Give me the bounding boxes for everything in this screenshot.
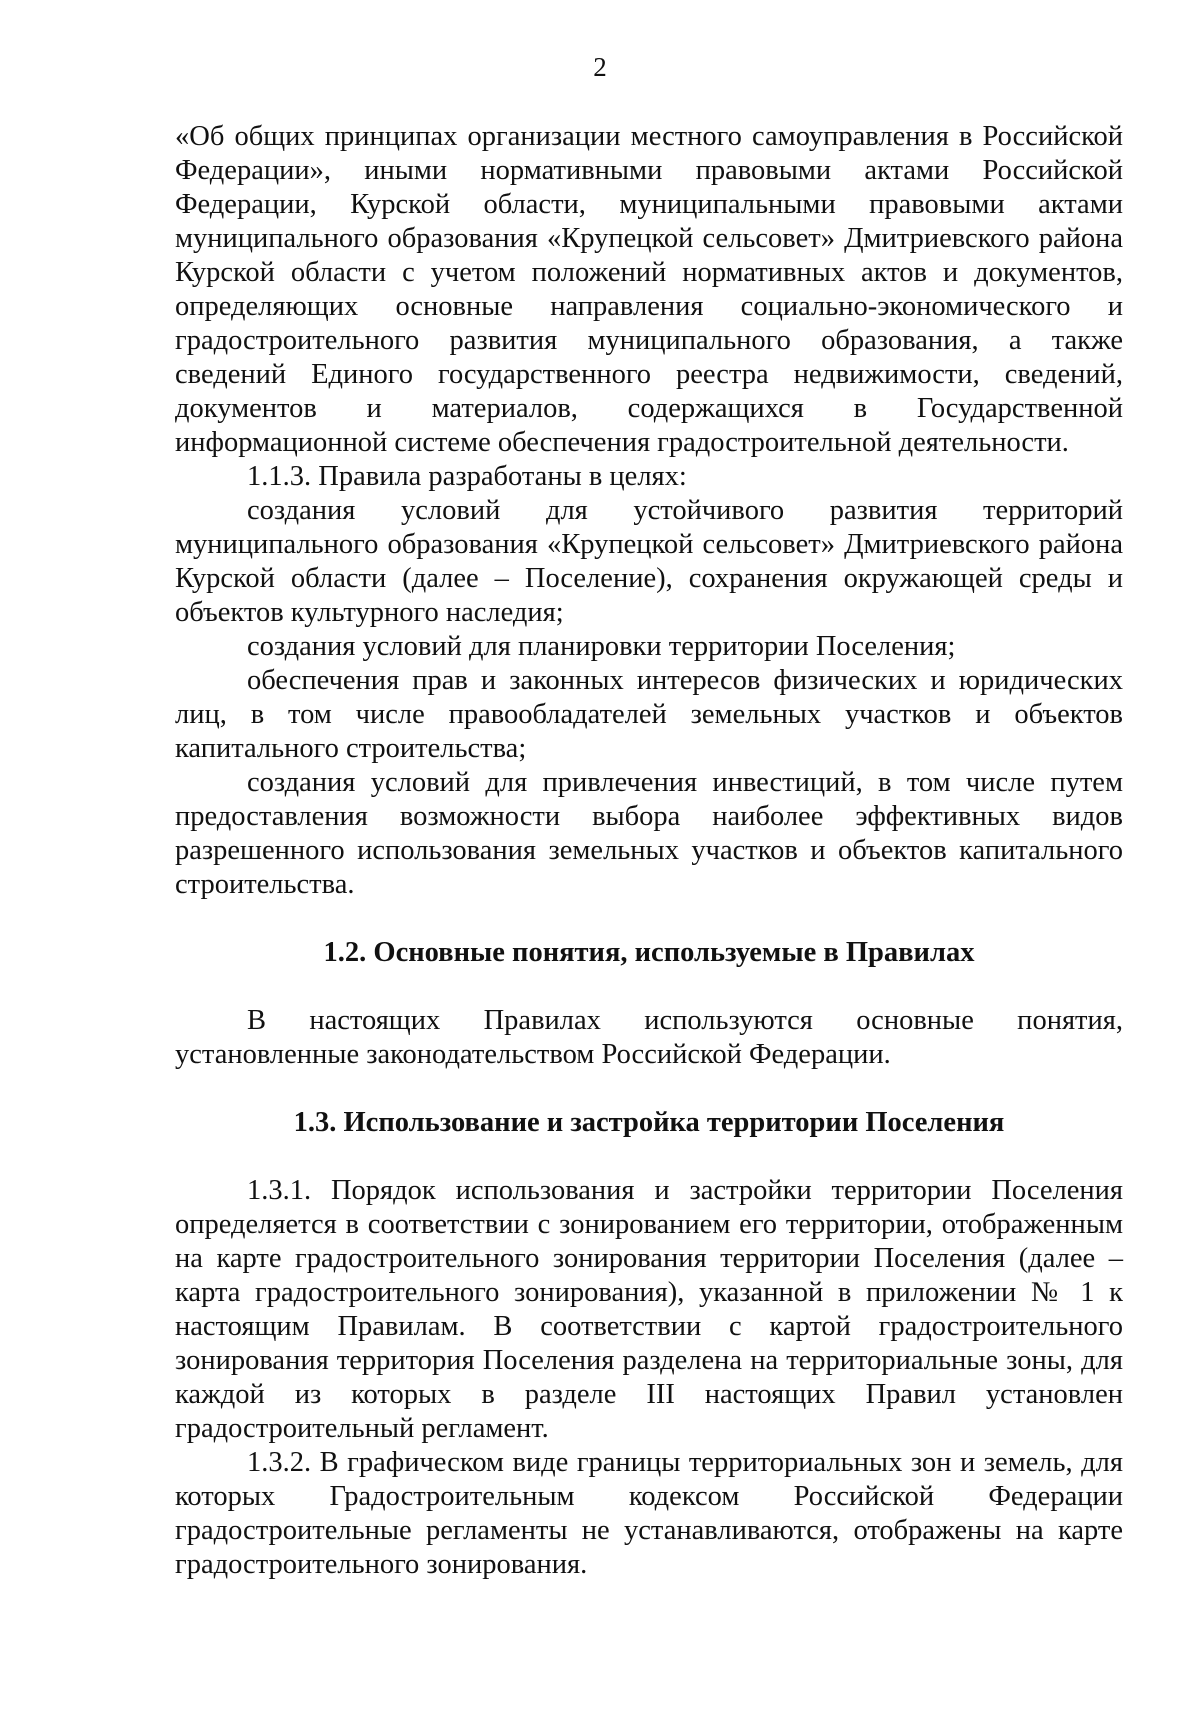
paragraph-continuation: «Об общих принципах организации местного самоуправления в Российской Федерации», иными нормативными правовыми актами Российской Федерации, Курской области, муниципальными правовыми актами муниципального образования «Крупецкой сельсовет» Дмитриевского района Курской области с учетом положений нормативных актов и документов, определяющих основные направления социально-экономического и градостроительного развития муниципального образования, а также сведений Единого государственного реестра недвижимости, сведений, документов и материалов, содержащихся в Государственной информационной системе обеспечения градостроительной деятельности.	[175, 121, 1123, 458]
goal-item: создания условий для планировки территории Поселения;	[247, 631, 956, 662]
section-heading-1-3: 1.3. Использование и застройка территории Поселения	[293, 1107, 1005, 1138]
page-number: 2	[593, 52, 607, 82]
paragraph-1-3-1: 1.3.1. Порядок использования и застройки территории Поселения определяется в соответствии с зонированием его территории, отображенным на карте градостроительного зонирования территории Поселения (далее – карта градостроительного зонирования), указанной в приложении № 1 к настоящим Правилам. В соответствии с картой градостроительного зонирования территория Поселения разделена на территориальные зоны, для каждой из которых в разделе III настоящих Правил установлен градостроительный регламент.	[175, 1175, 1123, 1444]
document-body	[175, 120, 1123, 1582]
section-heading-1-2: 1.2. Основные понятия, используемые в Правилах	[323, 937, 975, 968]
goal-item: создания условий для устойчивого развития территорий муниципального образования «Крупецкой сельсовет» Дмитриевского района Курской области (далее – Поселение), сохранения окружающей среды и объектов культурного наследия;	[175, 495, 1123, 628]
goal-item: обеспечения прав и законных интересов физических и юридических лиц, в том числе правообладателей земельных участков и объектов капитального строительства;	[175, 665, 1123, 764]
goal-item: создания условий для привлечения инвестиций, в том числе путем предоставления возможности выбора наиболее эффективных видов разрешенного использования земельных участков и объектов капитального строительства.	[175, 767, 1123, 900]
paragraph-1-3-2: 1.3.2. В графическом виде границы территориальных зон и земель, для которых Градостроительным кодексом Российской Федерации градостроительные регламенты не устанавливаются, отображены на карте градостроительного зонирования.	[175, 1447, 1123, 1580]
paragraph-1-2: В настоящих Правилах используются основные понятия, установленные законодательством Российской Федерации.	[175, 1005, 1123, 1070]
paragraph-1-1-3: 1.1.3. Правила разработаны в целях:	[247, 461, 687, 492]
